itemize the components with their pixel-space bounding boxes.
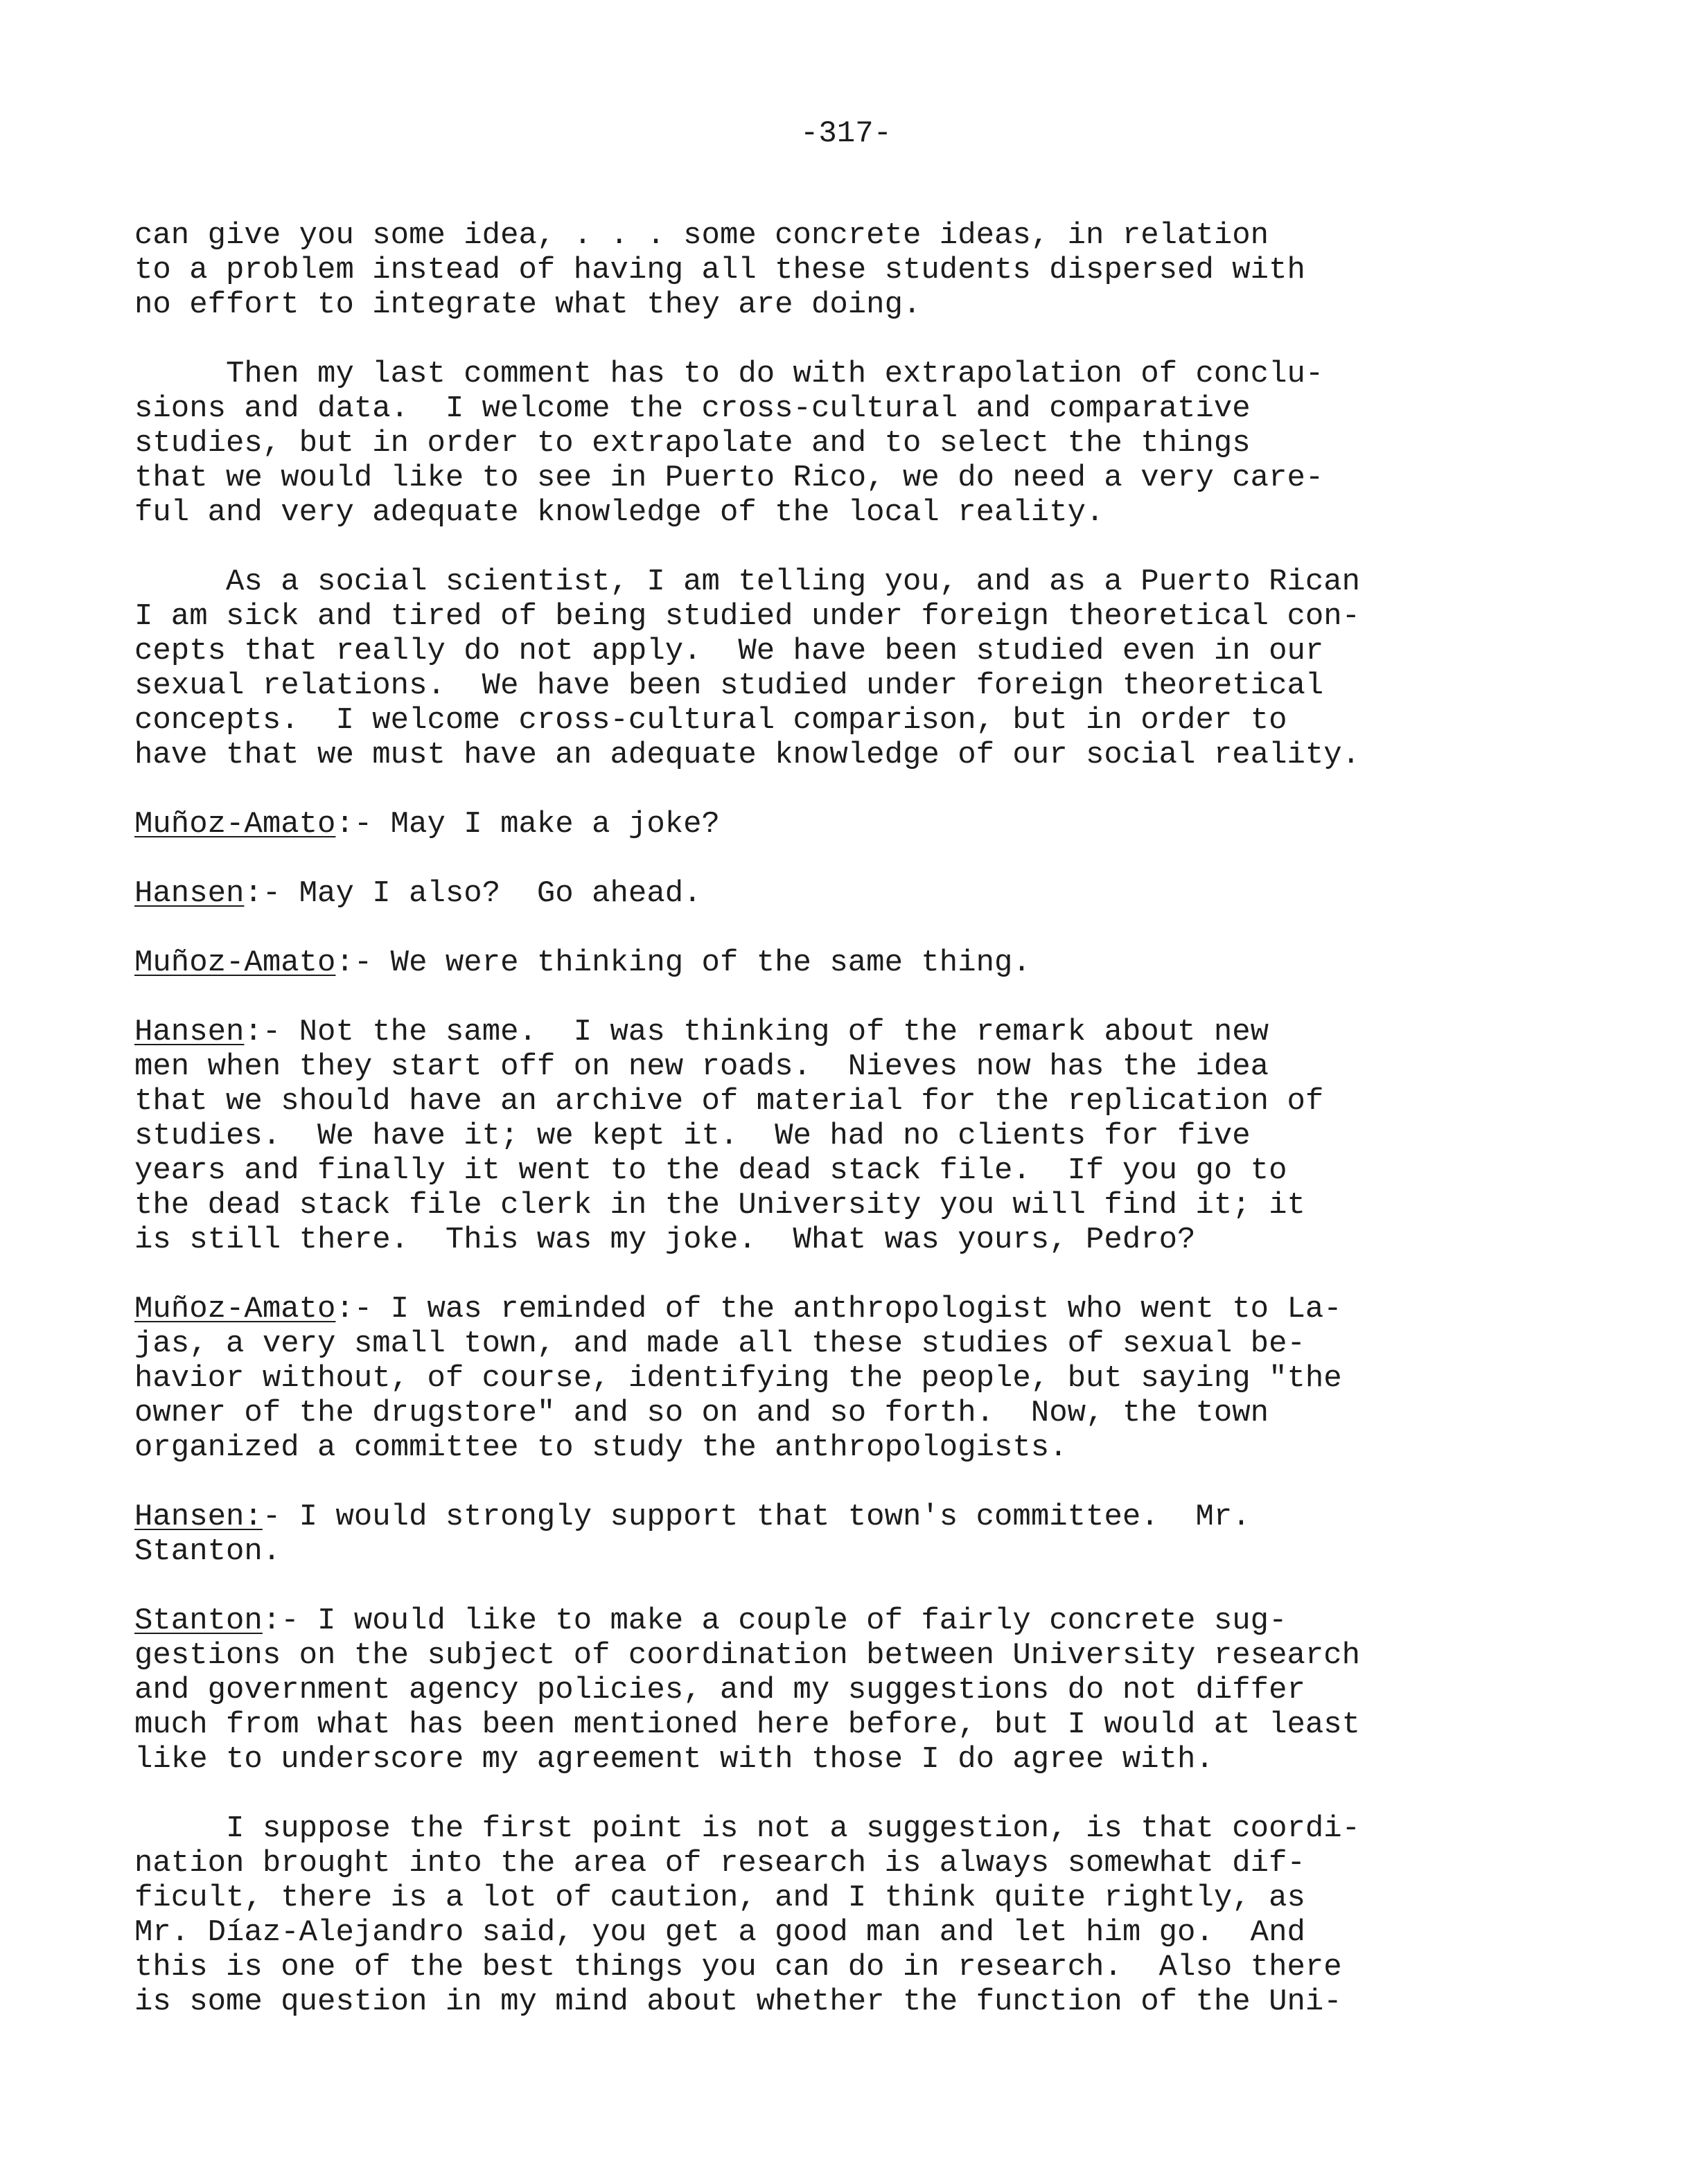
text-line xyxy=(134,495,1555,530)
speaker-name: Hansen xyxy=(134,1015,245,1049)
text-line xyxy=(134,1985,1555,2019)
text-line xyxy=(134,1326,1555,1361)
text-line xyxy=(134,426,1555,461)
line-text: can give you some idea, . . . some concrete ideas, in relation xyxy=(134,218,1269,253)
speaker-paragraph xyxy=(134,876,1555,911)
line-text: :- I was reminded of the anthropologist who went to La- xyxy=(335,1292,1342,1326)
text-line xyxy=(134,287,1555,322)
line-text: cepts that really do not apply. We have been studied even in our xyxy=(134,634,1324,668)
line-text: sexual relations. We have been studied under foreign theoretical xyxy=(134,668,1324,703)
line-text: and government agency policies, and my suggestions do not differ xyxy=(134,1673,1305,1707)
line-text: jas, a very small town, and made all these studies of sexual be- xyxy=(134,1326,1305,1361)
text-line xyxy=(134,565,1555,599)
text-line xyxy=(134,1049,1555,1084)
line-text: ful and very adequate knowledge of the local reality. xyxy=(134,495,1104,530)
page-number: -317- xyxy=(800,116,892,151)
text-line xyxy=(134,945,1555,980)
line-text: :- We were thinking of the same thing. xyxy=(335,945,1031,980)
line-text: no effort to integrate what they are doing. xyxy=(134,287,922,322)
line-text: concepts. I welcome cross-cultural comparison, but in order to xyxy=(134,703,1287,738)
text-line xyxy=(134,703,1555,738)
text-line xyxy=(134,1707,1555,1742)
speaker-paragraph xyxy=(134,1015,1555,1257)
line-text: much from what has been mentioned here before, but I would at least xyxy=(134,1707,1361,1742)
text-line xyxy=(134,1846,1555,1881)
line-text: I suppose the first point is not a suggestion, is that coordi- xyxy=(134,1811,1361,1846)
text-line xyxy=(134,1950,1555,1985)
speaker-paragraph xyxy=(134,1500,1555,1569)
line-text: :- May I make a joke? xyxy=(335,807,720,842)
line-text: organized a committee to study the anthropologists. xyxy=(134,1430,1068,1465)
line-text: this is one of the best things you can do in research. Also there xyxy=(134,1950,1342,1985)
text-line xyxy=(134,357,1555,391)
line-text: nation brought into the area of research is always somewhat dif- xyxy=(134,1846,1305,1881)
text-line xyxy=(134,1881,1555,1915)
line-text: men when they start off on new roads. Nieves now has the idea xyxy=(134,1049,1269,1084)
line-text: owner of the drugstore" and so on and so forth. Now, the town xyxy=(134,1396,1269,1430)
paragraph xyxy=(134,357,1555,530)
line-text: - I would strongly support that town's committee. Mr. xyxy=(262,1500,1251,1534)
text-line xyxy=(134,738,1555,772)
text-line xyxy=(134,1361,1555,1396)
line-text: As a social scientist, I am telling you, and as a Puerto Rican xyxy=(134,565,1361,599)
line-text: studies. We have it; we kept it. We had no clients for five xyxy=(134,1119,1251,1153)
speaker-paragraph xyxy=(134,807,1555,842)
line-text: is still there. This was my joke. What was yours, Pedro? xyxy=(134,1223,1196,1257)
text-line xyxy=(134,1638,1555,1673)
line-text: have that we must have an adequate knowledge of our social reality. xyxy=(134,738,1361,772)
text-line xyxy=(134,1811,1555,1846)
text-line xyxy=(134,634,1555,668)
text-line xyxy=(134,1119,1555,1153)
text-line xyxy=(134,391,1555,426)
line-text: :- I would like to make a couple of fairly concrete sug- xyxy=(262,1604,1287,1638)
text-line xyxy=(134,1430,1555,1465)
text-line xyxy=(134,1604,1555,1638)
speaker-name: Muñoz-Amato xyxy=(134,945,336,980)
paragraph xyxy=(134,1811,1555,2019)
text-line xyxy=(134,1915,1555,1950)
text-line xyxy=(134,1084,1555,1119)
text-line xyxy=(134,1223,1555,1257)
speaker-name: Hansen: xyxy=(134,1500,263,1534)
speaker-paragraph xyxy=(134,1292,1555,1465)
line-text: to a problem instead of having all these students dispersed with xyxy=(134,253,1305,287)
line-text: that we should have an archive of material for the replication of xyxy=(134,1084,1324,1119)
line-text: :- Not the same. I was thinking of the remark about new xyxy=(244,1015,1269,1049)
line-text: gestions on the subject of coordination between University research xyxy=(134,1638,1361,1673)
speaker-name: Stanton xyxy=(134,1604,263,1638)
text-line xyxy=(134,599,1555,634)
text-line xyxy=(134,1534,1555,1569)
line-text: years and finally it went to the dead stack file. If you go to xyxy=(134,1153,1287,1188)
line-text: Stanton. xyxy=(134,1534,281,1569)
line-text: the dead stack file clerk in the University you will find it; it xyxy=(134,1188,1305,1223)
text-line xyxy=(134,1153,1555,1188)
speaker-name: Muñoz-Amato xyxy=(134,1292,336,1326)
speaker-name: Muñoz-Amato xyxy=(134,807,336,842)
paragraph xyxy=(134,565,1555,772)
text-line xyxy=(134,1742,1555,1777)
line-text: havior without, of course, identifying the people, but saying "the xyxy=(134,1361,1342,1396)
transcript-body xyxy=(134,218,1555,2054)
text-line xyxy=(134,253,1555,287)
line-text: like to underscore my agreement with those I do agree with. xyxy=(134,1742,1214,1777)
line-text: sions and data. I welcome the cross-cultural and comparative xyxy=(134,391,1251,426)
text-line xyxy=(134,1188,1555,1223)
speaker-paragraph xyxy=(134,945,1555,980)
text-line xyxy=(134,1292,1555,1326)
text-line xyxy=(134,1396,1555,1430)
text-line xyxy=(134,218,1555,253)
text-line xyxy=(134,1015,1555,1049)
text-line xyxy=(134,876,1555,911)
line-text: Then my last comment has to do with extrapolation of conclu- xyxy=(134,357,1324,391)
text-line xyxy=(134,668,1555,703)
line-text: I am sick and tired of being studied under foreign theoretical con- xyxy=(134,599,1361,634)
line-text: Mr. Díaz-Alejandro said, you get a good man and let him go. And xyxy=(134,1915,1305,1950)
speaker-paragraph xyxy=(134,1604,1555,1777)
line-text: :- May I also? Go ahead. xyxy=(244,876,702,911)
text-line xyxy=(134,461,1555,495)
line-text: studies, but in order to extrapolate and to select the things xyxy=(134,426,1251,461)
text-line xyxy=(134,1500,1555,1534)
line-text: ficult, there is a lot of caution, and I think quite rightly, as xyxy=(134,1881,1305,1915)
text-line xyxy=(134,807,1555,842)
line-text: that we would like to see in Puerto Rico, we do need a very care- xyxy=(134,461,1324,495)
text-line xyxy=(134,1673,1555,1707)
speaker-name: Hansen xyxy=(134,876,245,911)
paragraph xyxy=(134,218,1555,322)
line-text: is some question in my mind about whether the function of the Uni- xyxy=(134,1985,1342,2019)
